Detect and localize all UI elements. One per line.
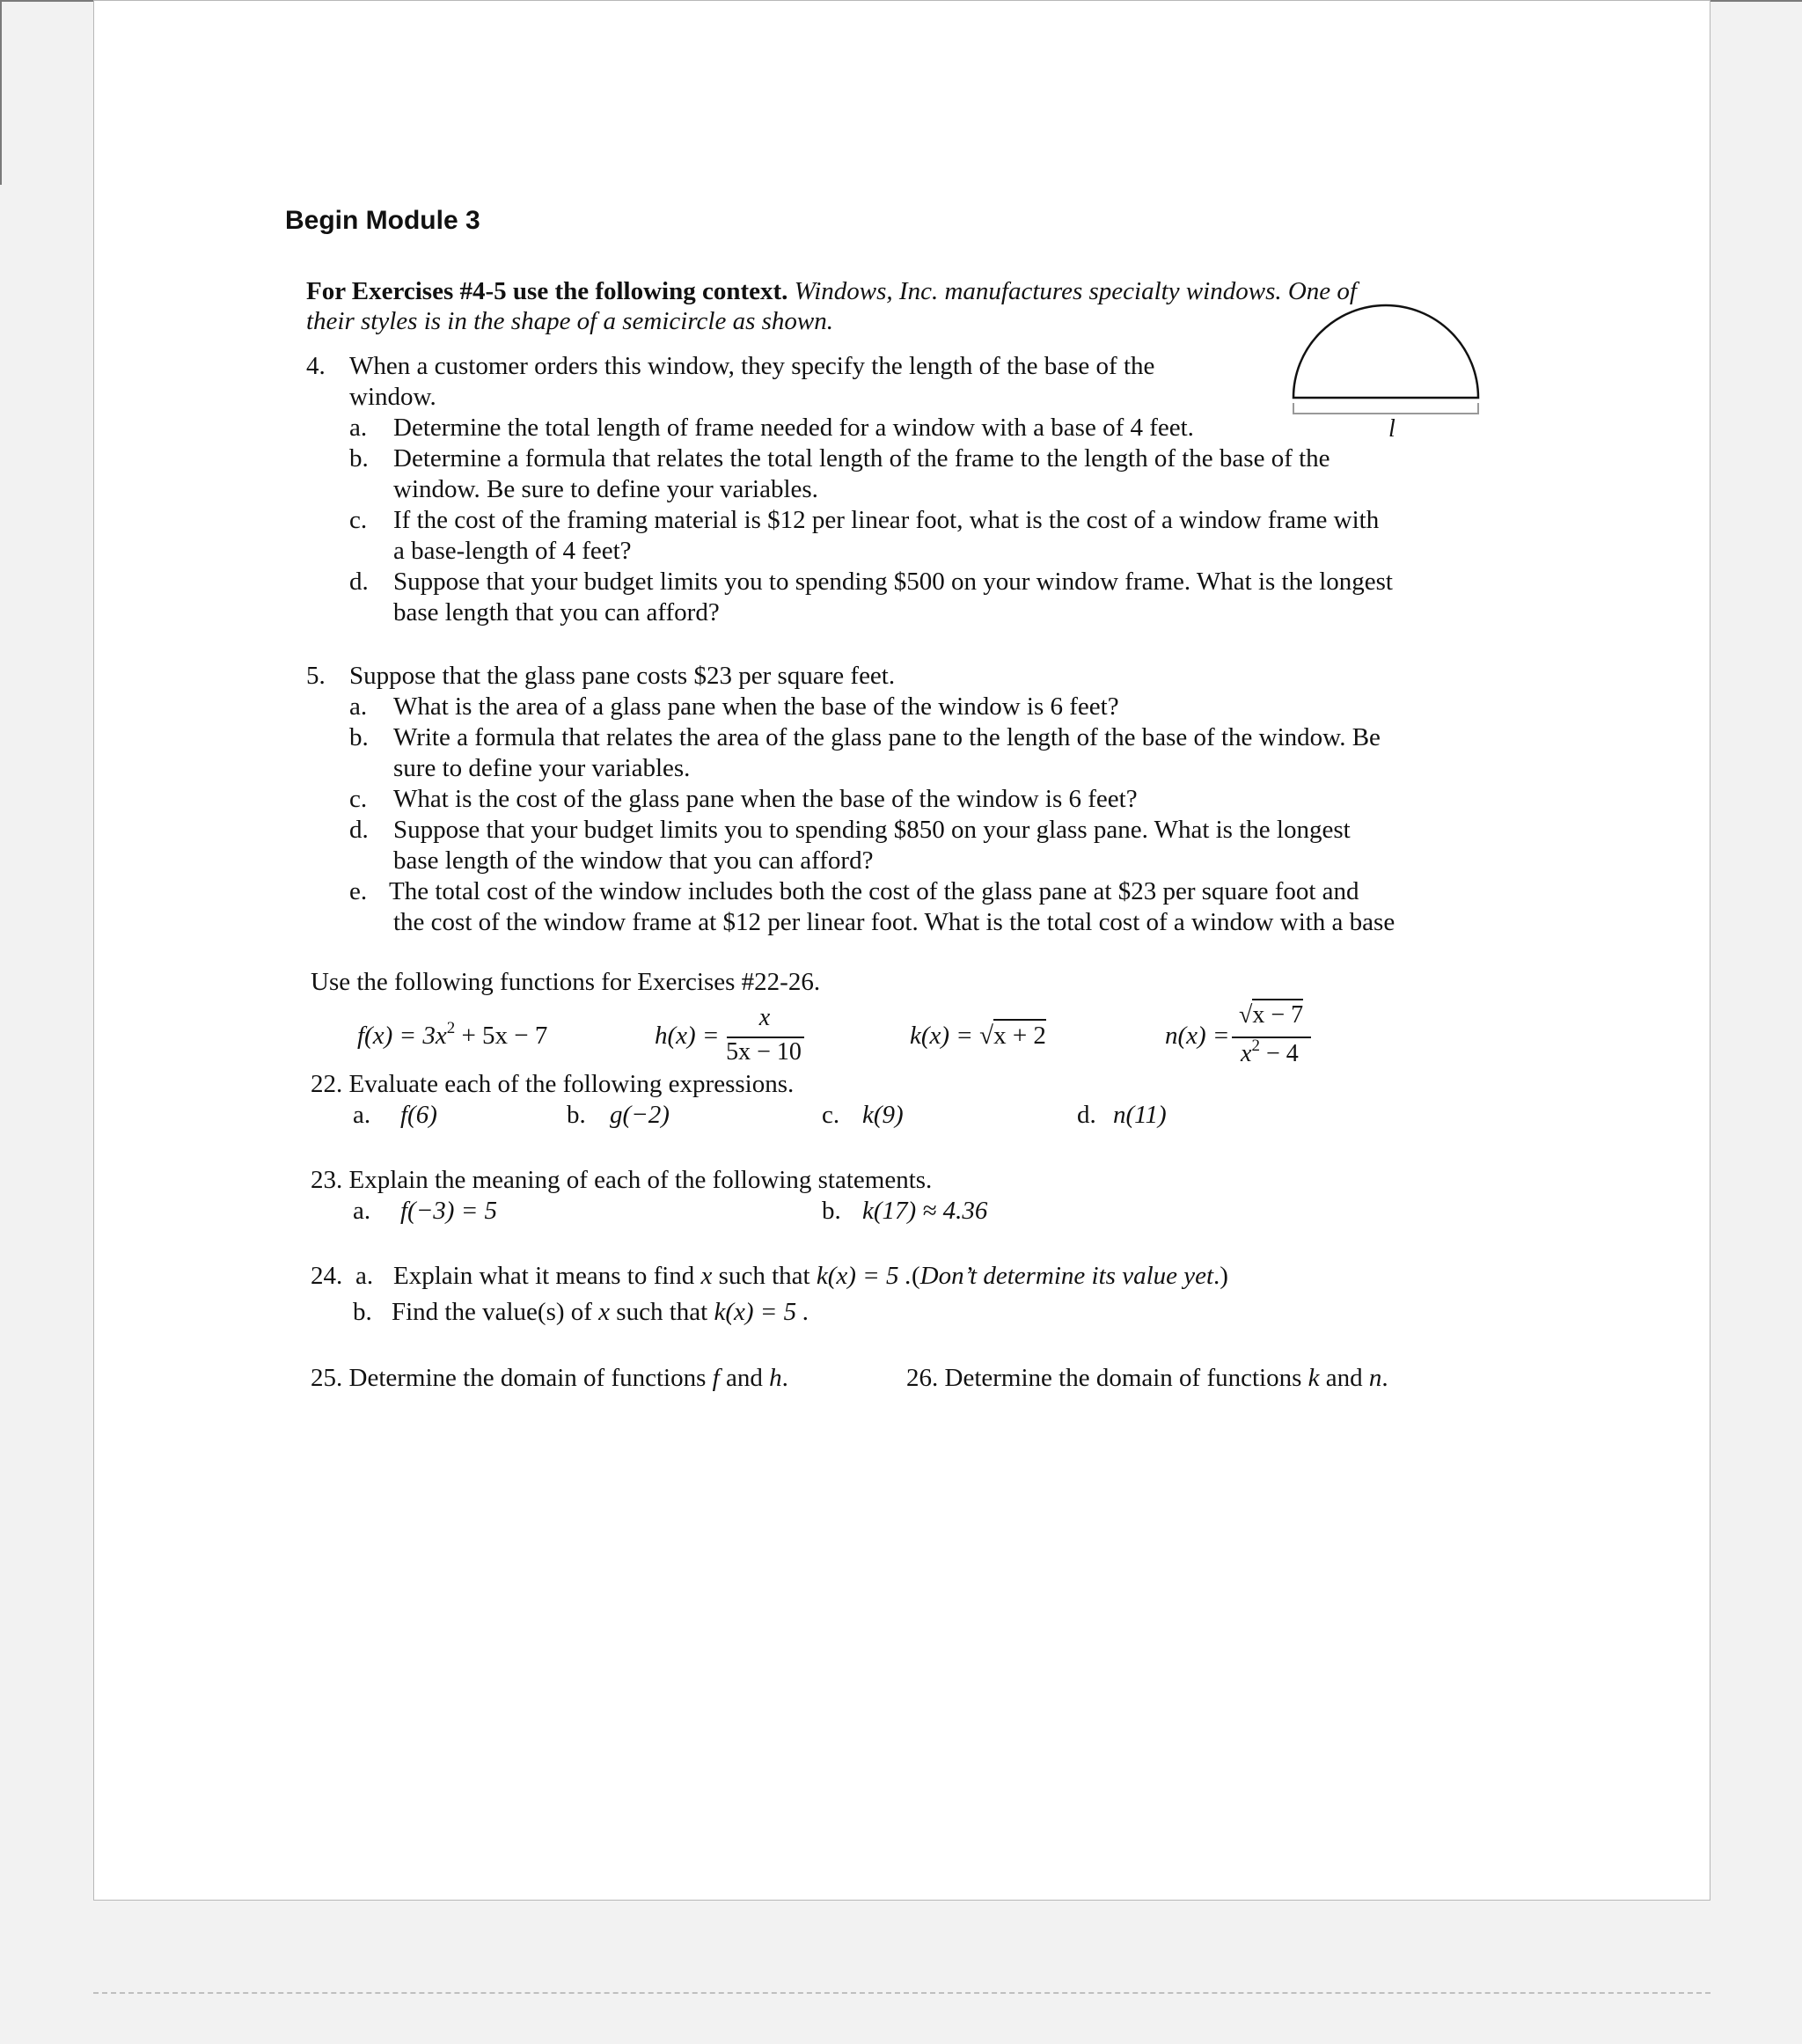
function-n-radicand: x − 7 (1252, 999, 1303, 1029)
p5-e-letter: e. (349, 877, 368, 905)
context-bold: For Exercises #4-5 use the following context. (306, 277, 788, 305)
ex25-f: f (712, 1364, 720, 1392)
function-h-lhs: h(x) = (655, 1022, 720, 1050)
ex26-k: k (1308, 1364, 1320, 1392)
p5-b-letter: b. (349, 723, 369, 751)
context-italic-1: Windows, Inc. manufactures specialty windows. One of (794, 277, 1357, 305)
ex24-a-text: Explain what it means to find (393, 1262, 695, 1290)
sqrt-symbol: √ (979, 1022, 994, 1050)
ex23-label: 23. Explain the meaning of each of the following statements. (311, 1166, 933, 1194)
function-f-exponent: 2 (446, 1019, 456, 1037)
semicircle-arc (1293, 305, 1478, 398)
function-f (357, 1021, 547, 1054)
p5-a-line1: What is the area of a glass pane when the base of the window is 6 feet? (393, 692, 1119, 721)
p4-number: 4. (306, 352, 326, 380)
p4-a-line1: Determine the total length of frame needed for a window with a base of 4 feet. (393, 414, 1194, 442)
p5-a-letter: a. (349, 692, 368, 721)
ex24-a-line (393, 1261, 1228, 1291)
ex25 (311, 1363, 788, 1393)
function-h-numerator: x (758, 1004, 771, 1031)
ex24-b-line (392, 1297, 809, 1327)
p5-number: 5. (306, 662, 326, 690)
function-k-lhs: k(x) = (910, 1022, 980, 1050)
ex24-a-paren-close: .) (1213, 1262, 1228, 1290)
p5-stem: Suppose that the glass pane costs $23 per square feet. (349, 662, 896, 690)
context-italic-2: their styles is in the shape of a semicircle as shown. (306, 307, 834, 335)
p4-b-line1: Determine a formula that relates the total length of the frame to the length of the base of the (393, 444, 1330, 473)
ex22-a-expr: f(6) (400, 1101, 437, 1129)
ex26 (906, 1363, 1388, 1393)
p4-d-line2: base length that you can afford? (393, 598, 720, 626)
ex23-a-letter: a. (353, 1197, 371, 1225)
ex24-b-var: x (598, 1298, 611, 1326)
p5-c-letter: c. (349, 785, 368, 813)
ex22-d-letter: d. (1077, 1101, 1096, 1129)
p4-a-letter: a. (349, 414, 368, 442)
ex22-d-expr: n(11) (1113, 1101, 1167, 1129)
ex25-text: 25. Determine the domain of functions (311, 1364, 707, 1392)
semicircle-window-figure (1285, 290, 1487, 444)
ex24-a-letter: a. (355, 1262, 374, 1290)
ex22-b-letter: b. (567, 1101, 586, 1129)
ex24-b-text2: such that (616, 1298, 708, 1326)
ex22-c-letter: c. (822, 1101, 840, 1129)
ex23-b-expr: k(17) ≈ 4.36 (862, 1197, 988, 1225)
p5-b-line1: Write a formula that relates the area of the glass pane to the length of the base of the window. Be (393, 723, 1381, 751)
ex26-text: 26. Determine the domain of functions (906, 1364, 1302, 1392)
p4-stem-2: window. (349, 383, 436, 411)
base-dimension-line (1293, 403, 1478, 414)
ex24-a-text2: such that (718, 1262, 810, 1290)
ex23-b-letter: b. (822, 1197, 841, 1225)
functions-intro: Use the following functions for Exercises #22-26. (311, 968, 821, 996)
p4-c-line1: If the cost of the framing material is $12 per linear foot, what is the cost of a window frame with (393, 506, 1380, 534)
p4-c-line2: a base-length of 4 feet? (393, 537, 632, 565)
page-break-line (93, 1992, 1710, 1994)
function-f-rhs: + 5x − 7 (455, 1022, 548, 1050)
function-n-denominator (1241, 1039, 1299, 1072)
ex24-a-expr: k(x) = 5 . (816, 1262, 912, 1290)
ex25-and: and (725, 1364, 763, 1392)
p5-d-line1: Suppose that your budget limits you to spending $850 on your glass pane. What is the longest (393, 816, 1351, 844)
ex24-a-paren-open: ( (911, 1262, 920, 1290)
p5-e-line1: The total cost of the window includes both the cost of the glass pane at $23 per square foot and (389, 877, 1359, 905)
ex22-label: 22. Evaluate each of the following expressions. (311, 1070, 795, 1098)
function-k (910, 1021, 1046, 1051)
function-n-fraction-bar (1232, 1037, 1311, 1038)
p4-b-letter: b. (349, 444, 369, 473)
ex24-b-text: Find the value(s) of (392, 1298, 592, 1326)
ex24-a-note: Don’t determine its value yet (919, 1262, 1214, 1290)
function-k-radicand: x + 2 (993, 1019, 1046, 1050)
function-n-den-exponent: 2 (1251, 1037, 1260, 1055)
function-n-den-base: x (1241, 1040, 1252, 1067)
p4-stem-1: When a customer orders this window, they specify the length of the base of the (349, 352, 1155, 380)
p5-d-line2: base length of the window that you can afford? (393, 846, 874, 875)
ex25-h: h (769, 1364, 782, 1392)
p5-c-line1: What is the cost of the glass pane when the base of the window is 6 feet? (393, 785, 1138, 813)
sqrt-symbol: √ (1239, 1001, 1253, 1029)
ex23-a-expr: f(−3) = 5 (400, 1197, 498, 1225)
ex26-and: and (1325, 1364, 1363, 1392)
function-n-numerator (1239, 1000, 1303, 1030)
p5-b-line2: sure to define your variables. (393, 754, 691, 782)
ex24-b-letter: b. (353, 1298, 372, 1326)
p4-b-line2: window. Be sure to define your variables. (393, 475, 818, 503)
ex26-n: n (1368, 1364, 1382, 1392)
p4-d-letter: d. (349, 568, 369, 596)
ex22-a-letter: a. (353, 1101, 371, 1129)
p4-c-letter: c. (349, 506, 368, 534)
function-f-lhs: f(x) = 3x (357, 1022, 447, 1050)
p4-d-line1: Suppose that your budget limits you to spending $500 on your window frame. What is the longest (393, 568, 1393, 596)
base-label: l (1388, 415, 1395, 443)
function-h-denominator: 5x − 10 (726, 1038, 802, 1066)
ex26-end: . (1381, 1364, 1388, 1392)
ex24-a-var: x (700, 1262, 713, 1290)
ex22-c-expr: k(9) (862, 1101, 904, 1129)
function-n-lhs: n(x) = (1165, 1022, 1230, 1050)
module-title: Begin Module 3 (285, 206, 480, 235)
ex22-b-expr: g(−2) (610, 1101, 670, 1129)
left-border (0, 0, 2, 185)
p5-e-line2: the cost of the window frame at $12 per linear foot. What is the total cost of a window with a base (393, 908, 1395, 936)
context-line-1 (306, 276, 1357, 306)
p5-d-letter: d. (349, 816, 369, 844)
function-n-den-rest: − 4 (1259, 1040, 1299, 1067)
ex24-b-expr: k(x) = 5 . (714, 1298, 809, 1326)
ex25-end: . (781, 1364, 788, 1392)
ex24-number: 24. (311, 1262, 343, 1290)
